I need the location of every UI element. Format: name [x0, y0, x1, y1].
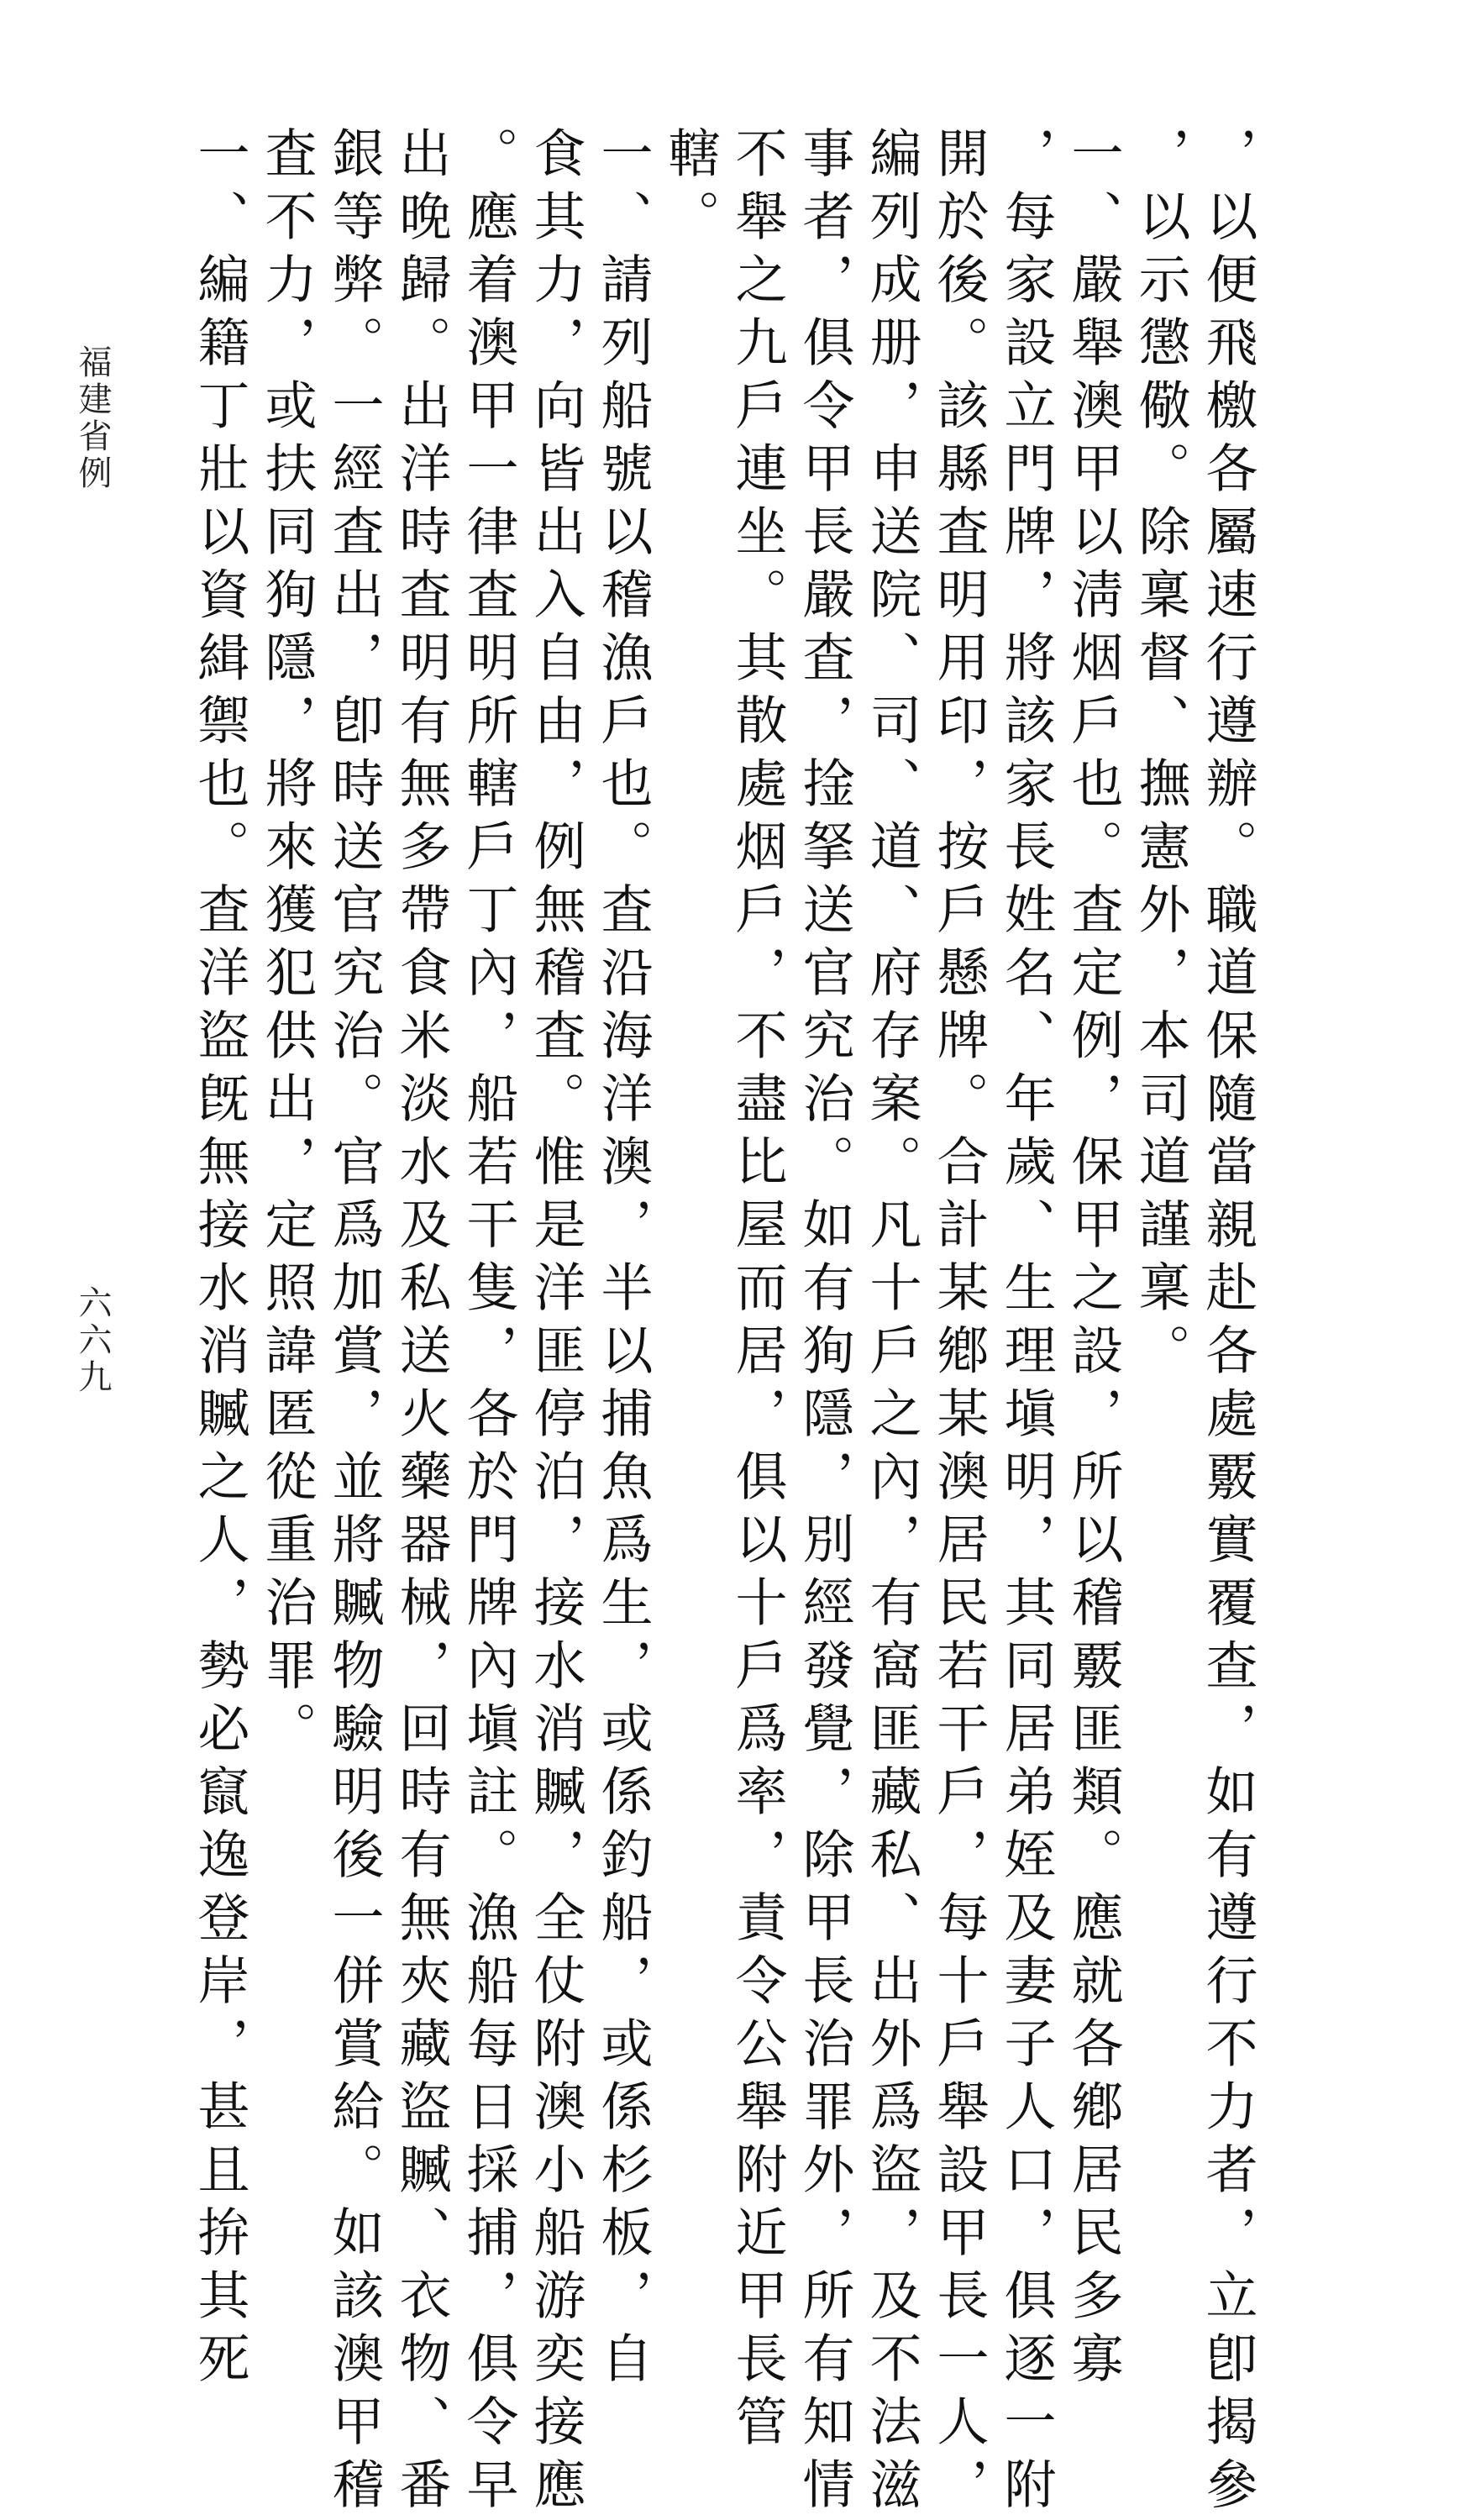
text-column: 一、請列船號以稽漁戶也。査沿海洋澳，半以捕魚爲生，或係釣船，或係杉板，自: [592, 126, 654, 2394]
text-column: 事者，俱令甲長嚴査，捦拏送官究治。如有狥隱，別經發覺，除甲長治罪外，所有知情: [794, 126, 855, 2520]
text-column: 銀等弊。一經査出，卽時送官究治。官爲加賞，並將贓物驗明後一併賞給。如該澳甲稽: [323, 126, 385, 2520]
text-column: 一、編籍丁壯以資緝禦也。査洋盜旣無接水消贓之人，勢必竄逸登岸，甚且拚其死: [189, 126, 250, 2394]
text-column: 開於後。該縣査明用印，按戶懸牌。合計某鄕某澳居民若干戶，每十戶舉設甲長一人，: [928, 126, 990, 2520]
page-number: 六六九: [73, 1285, 112, 1396]
text-column: ，以示懲儆。除稟督、撫憲外，本司道謹稟。: [1130, 126, 1191, 1386]
text-column: 出晚歸。出洋時査明有無多帶食米淡水及私送火藥器械，回時有無夾藏盜贓、衣物、番: [391, 126, 452, 2520]
text-column: 。應着澳甲一律査明所轄戶丁內，船若干隻，各於門牌內塡註。漁船每日採捕，俱令早: [458, 126, 519, 2520]
text-column: 編列成册，申送院、司、道、府存案。凡十戶之內，有窩匪藏私、出外爲盜，及不法滋: [861, 126, 922, 2520]
running-head-title: 福建省例: [73, 344, 112, 492]
text-column: ，以便飛檄各屬速行遵辦。職道保隨當親赴各處覈實覆查，如有遵行不力者，立卽揭參: [1197, 126, 1258, 2520]
text-column: 不舉之九戶連坐。其散處烟戶，不盡比屋而居，俱以十戶爲率，責令公舉附近甲長管: [727, 126, 788, 2457]
text-column: 食其力，向皆出入自由，例無稽査。惟是洋匪停泊，接水消贓，全仗附澳小船游奕接應: [525, 126, 586, 2520]
text-column: 轄。: [659, 126, 721, 252]
text-column: 一、嚴舉澳甲以淸烟戶也。査定例，保甲之設，所以稽覈匪類。應就各鄕居民多寡: [1063, 126, 1124, 2394]
text-column: 査不力，或扶同狥隱，將來獲犯供出，定照諱匿從重治罪。: [256, 126, 318, 1764]
text-column: ，每家設立門牌，將該家長姓名、年歲、生理塡明，其同居弟姪及妻子人口，俱逐一附: [995, 126, 1057, 2520]
